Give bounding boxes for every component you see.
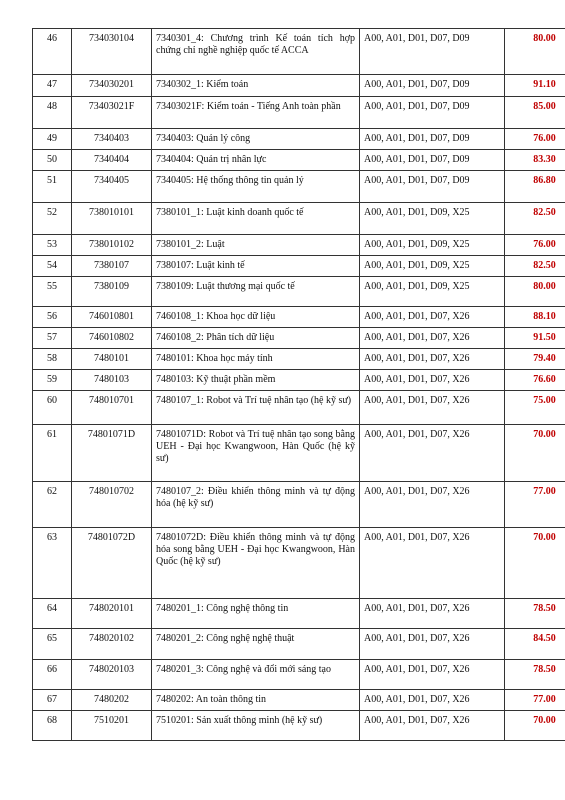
row-number: 68 bbox=[33, 711, 72, 741]
program-name: 7480201_2: Công nghệ nghệ thuật bbox=[152, 629, 360, 660]
major-code: 738010102 bbox=[72, 235, 152, 256]
program-name: 7340405: Hệ thống thông tin quản lý bbox=[152, 171, 360, 203]
table-row bbox=[33, 660, 565, 690]
table-row bbox=[33, 370, 565, 391]
major-code: 738010101 bbox=[72, 203, 152, 235]
cutoff-score: 78.50 bbox=[505, 599, 565, 629]
major-code: 74801071D bbox=[72, 425, 152, 482]
table-row bbox=[33, 629, 565, 660]
program-name: 7380101_1: Luật kinh doanh quốc tế bbox=[152, 203, 360, 235]
subject-combinations: A00, A01, D01, D07, D09 bbox=[360, 150, 505, 171]
cutoff-score: 75.00 bbox=[505, 391, 565, 425]
subject-combinations: A00, A01, D01, D09, X25 bbox=[360, 256, 505, 277]
program-name: 73403021F: Kiểm toán - Tiếng Anh toàn phần bbox=[152, 97, 360, 129]
major-code: 7340405 bbox=[72, 171, 152, 203]
subject-combinations: A00, A01, D01, D07, D09 bbox=[360, 129, 505, 150]
cutoff-score: 70.00 bbox=[505, 528, 565, 599]
table-row bbox=[33, 482, 565, 528]
row-number: 57 bbox=[33, 328, 72, 349]
program-name: 7480107_1: Robot và Trí tuệ nhân tạo (hệ kỹ sư) bbox=[152, 391, 360, 425]
major-code: 7380107 bbox=[72, 256, 152, 277]
row-number: 48 bbox=[33, 97, 72, 129]
major-code: 7480202 bbox=[72, 690, 152, 711]
table-row bbox=[33, 349, 565, 370]
major-code: 748020101 bbox=[72, 599, 152, 629]
row-number: 46 bbox=[33, 29, 72, 75]
cutoff-score: 85.00 bbox=[505, 97, 565, 129]
subject-combinations: A00, A01, D01, D07, X26 bbox=[360, 349, 505, 370]
table-row bbox=[33, 277, 565, 307]
cutoff-score: 83.30 bbox=[505, 150, 565, 171]
row-number: 60 bbox=[33, 391, 72, 425]
cutoff-score: 91.50 bbox=[505, 328, 565, 349]
row-number: 47 bbox=[33, 75, 72, 97]
major-code: 7510201 bbox=[72, 711, 152, 741]
cutoff-score: 79.40 bbox=[505, 349, 565, 370]
subject-combinations: A00, A01, D01, D07, X26 bbox=[360, 599, 505, 629]
program-name: 7460108_2: Phân tích dữ liệu bbox=[152, 328, 360, 349]
major-code: 7340404 bbox=[72, 150, 152, 171]
major-code: 734030104 bbox=[72, 29, 152, 75]
table-row bbox=[33, 97, 565, 129]
table-row bbox=[33, 425, 565, 482]
cutoff-score: 78.50 bbox=[505, 660, 565, 690]
row-number: 61 bbox=[33, 425, 72, 482]
table-row bbox=[33, 29, 565, 75]
subject-combinations: A00, A01, D01, D07, D09 bbox=[360, 171, 505, 203]
program-name: 7340302_1: Kiểm toán bbox=[152, 75, 360, 97]
row-number: 64 bbox=[33, 599, 72, 629]
table-row bbox=[33, 599, 565, 629]
row-number: 55 bbox=[33, 277, 72, 307]
subject-combinations: A00, A01, D01, D09, X25 bbox=[360, 235, 505, 256]
major-code: 748010701 bbox=[72, 391, 152, 425]
subject-combinations: A00, A01, D01, D07, X26 bbox=[360, 528, 505, 599]
row-number: 53 bbox=[33, 235, 72, 256]
table-row bbox=[33, 150, 565, 171]
major-code: 734030201 bbox=[72, 75, 152, 97]
row-number: 58 bbox=[33, 349, 72, 370]
subject-combinations: A00, A01, D01, D07, X26 bbox=[360, 690, 505, 711]
cutoff-score: 82.50 bbox=[505, 256, 565, 277]
table-row bbox=[33, 528, 565, 599]
major-code: 74801072D bbox=[72, 528, 152, 599]
cutoff-score: 70.00 bbox=[505, 425, 565, 482]
row-number: 62 bbox=[33, 482, 72, 528]
row-number: 54 bbox=[33, 256, 72, 277]
cutoff-score: 82.50 bbox=[505, 203, 565, 235]
subject-combinations: A00, A01, D01, D07, X26 bbox=[360, 660, 505, 690]
table-row bbox=[33, 711, 565, 741]
subject-combinations: A00, A01, D01, D07, X26 bbox=[360, 328, 505, 349]
major-code: 7480101 bbox=[72, 349, 152, 370]
table-row bbox=[33, 328, 565, 349]
major-code: 748010702 bbox=[72, 482, 152, 528]
major-code: 7480103 bbox=[72, 370, 152, 391]
cutoff-score: 91.10 bbox=[505, 75, 565, 97]
program-name: 7480202: An toàn thông tin bbox=[152, 690, 360, 711]
subject-combinations: A00, A01, D01, D07, D09 bbox=[360, 75, 505, 97]
major-code: 73403021F bbox=[72, 97, 152, 129]
program-name: 7380107: Luật kinh tế bbox=[152, 256, 360, 277]
row-number: 56 bbox=[33, 307, 72, 328]
admissions-table bbox=[32, 28, 565, 741]
row-number: 50 bbox=[33, 150, 72, 171]
cutoff-score: 70.00 bbox=[505, 711, 565, 741]
cutoff-score: 88.10 bbox=[505, 307, 565, 328]
row-number: 63 bbox=[33, 528, 72, 599]
subject-combinations: A00, A01, D01, D07, D09 bbox=[360, 97, 505, 129]
cutoff-score: 76.00 bbox=[505, 235, 565, 256]
row-number: 66 bbox=[33, 660, 72, 690]
subject-combinations: A00, A01, D01, D09, X25 bbox=[360, 203, 505, 235]
subject-combinations: A00, A01, D01, D07, X26 bbox=[360, 391, 505, 425]
table-row bbox=[33, 171, 565, 203]
subject-combinations: A00, A01, D01, D07, D09 bbox=[360, 29, 505, 75]
cutoff-score: 76.00 bbox=[505, 129, 565, 150]
table-row bbox=[33, 307, 565, 328]
table-row bbox=[33, 235, 565, 256]
table-row bbox=[33, 203, 565, 235]
subject-combinations: A00, A01, D01, D07, X26 bbox=[360, 307, 505, 328]
cutoff-score: 77.00 bbox=[505, 482, 565, 528]
subject-combinations: A00, A01, D01, D09, X25 bbox=[360, 277, 505, 307]
program-name: 7480201_3: Công nghệ và đổi mới sáng tạo bbox=[152, 660, 360, 690]
table-row bbox=[33, 690, 565, 711]
major-code: 746010802 bbox=[72, 328, 152, 349]
subject-combinations: A00, A01, D01, D07, X26 bbox=[360, 711, 505, 741]
major-code: 7340403 bbox=[72, 129, 152, 150]
program-name: 7340404: Quản trị nhân lực bbox=[152, 150, 360, 171]
table-row bbox=[33, 75, 565, 97]
row-number: 49 bbox=[33, 129, 72, 150]
cutoff-score: 80.00 bbox=[505, 29, 565, 75]
major-code: 746010801 bbox=[72, 307, 152, 328]
table-body bbox=[33, 29, 565, 741]
row-number: 59 bbox=[33, 370, 72, 391]
program-name: 7380101_2: Luật bbox=[152, 235, 360, 256]
program-name: 7480201_1: Công nghệ thông tin bbox=[152, 599, 360, 629]
program-name: 7480103: Kỹ thuật phần mềm bbox=[152, 370, 360, 391]
program-name: 7480107_2: Điều khiển thông minh và tự động hóa (hệ kỹ sư) bbox=[152, 482, 360, 528]
cutoff-score: 76.60 bbox=[505, 370, 565, 391]
table-row bbox=[33, 129, 565, 150]
row-number: 52 bbox=[33, 203, 72, 235]
cutoff-score: 86.80 bbox=[505, 171, 565, 203]
program-name: 7510201: Sản xuất thông minh (hệ kỹ sư) bbox=[152, 711, 360, 741]
major-code: 748020102 bbox=[72, 629, 152, 660]
table-row bbox=[33, 391, 565, 425]
major-code: 748020103 bbox=[72, 660, 152, 690]
row-number: 65 bbox=[33, 629, 72, 660]
cutoff-score: 77.00 bbox=[505, 690, 565, 711]
row-number: 67 bbox=[33, 690, 72, 711]
cutoff-score: 84.50 bbox=[505, 629, 565, 660]
subject-combinations: A00, A01, D01, D07, X26 bbox=[360, 370, 505, 391]
program-name: 7480101: Khoa học máy tính bbox=[152, 349, 360, 370]
program-name: 7380109: Luật thương mại quốc tế bbox=[152, 277, 360, 307]
major-code: 7380109 bbox=[72, 277, 152, 307]
program-name: 7340403: Quản lý công bbox=[152, 129, 360, 150]
row-number: 51 bbox=[33, 171, 72, 203]
program-name: 7340301_4: Chương trình Kế toán tích hợp chứng chỉ nghề nghiệp quốc tế ACCA bbox=[152, 29, 360, 75]
table-row bbox=[33, 256, 565, 277]
subject-combinations: A00, A01, D01, D07, X26 bbox=[360, 425, 505, 482]
cutoff-score: 80.00 bbox=[505, 277, 565, 307]
program-name: 7460108_1: Khoa học dữ liệu bbox=[152, 307, 360, 328]
program-name: 74801072D: Điều khiển thông minh và tự động hóa song bằng UEH - Đại học Kwangwoon, Hàn Quốc (hệ kỹ sư) bbox=[152, 528, 360, 599]
subject-combinations: A00, A01, D01, D07, X26 bbox=[360, 629, 505, 660]
program-name: 74801071D: Robot và Trí tuệ nhân tạo song bằng UEH - Đại học Kwangwoon, Hàn Quốc (hệ kỹ sư) bbox=[152, 425, 360, 482]
subject-combinations: A00, A01, D01, D07, X26 bbox=[360, 482, 505, 528]
